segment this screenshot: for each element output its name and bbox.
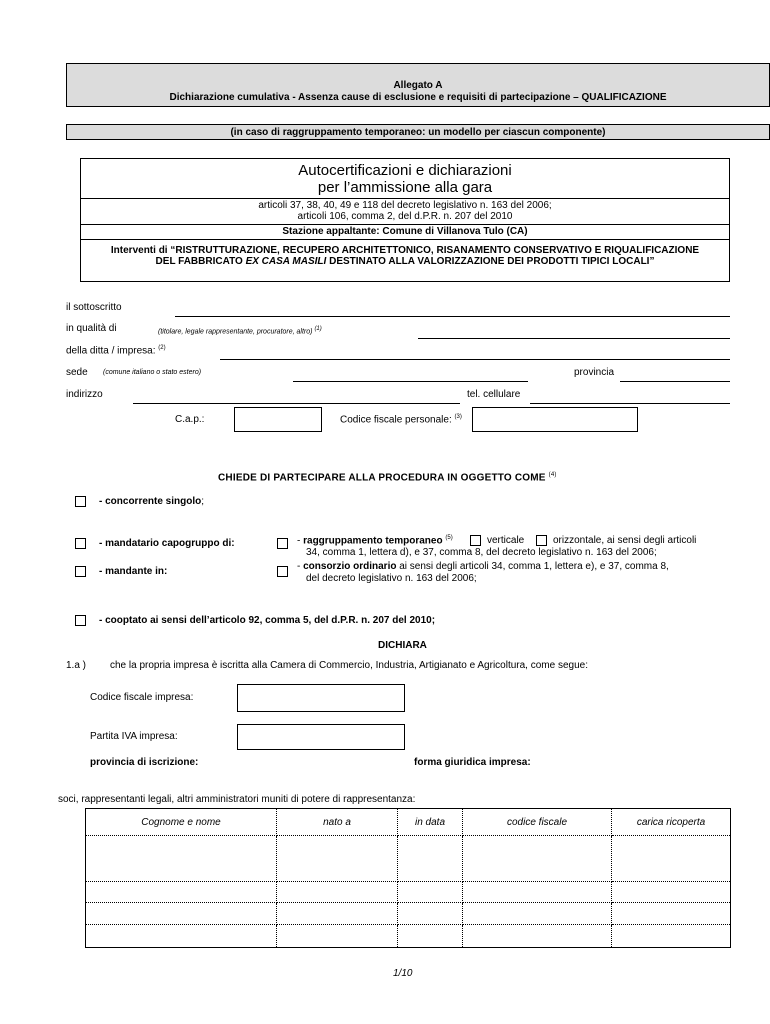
col-data: in data (398, 809, 463, 836)
header-box (66, 63, 770, 107)
label-verticale: verticale (487, 535, 525, 546)
label-singolo: - concorrente singolo; (99, 496, 205, 507)
sede-field[interactable] (293, 381, 528, 382)
checkbox-mandante[interactable] (75, 566, 86, 577)
table-row[interactable] (86, 836, 730, 882)
checkbox-consorzio[interactable] (277, 566, 288, 577)
label-forma-giuridica: forma giuridica impresa: (414, 757, 531, 768)
checkbox-mandatario[interactable] (75, 538, 86, 549)
col-cognome: Cognome e nome (86, 809, 277, 836)
indirizzo-field[interactable] (133, 403, 460, 404)
allegato-label: Allegato A (393, 80, 443, 91)
box-title-2: per l’ammissione alla gara (317, 179, 493, 196)
interventi-line-2: DEL FABBRICATO EX CASA MASILI DESTINATO ALLA VALORIZZAZIONE DEI PRODOTTI TIPICI LOCALI” (155, 256, 655, 267)
label-provincia: provincia (574, 367, 615, 378)
box-title-1: Autocertificazioni e dichiarazioni (298, 162, 512, 179)
autocert-box (80, 158, 730, 282)
ex-casa-masili: EX CASA MASILI (245, 256, 327, 267)
table-row[interactable] (86, 903, 730, 925)
label-indirizzo: indirizzo (66, 389, 103, 400)
label-mandante: - mandante in: (99, 566, 168, 577)
label-tel: tel. cellulare (467, 389, 521, 400)
label-sottoscritto: il sottoscritto (66, 302, 122, 313)
label-piva: Partita IVA impresa: (90, 731, 178, 742)
soci-intro: soci, rappresentanti legali, altri amministratori muniti di potere di rappresentanza: (58, 794, 416, 805)
label-cooptato: - cooptato ai sensi dell’articolo 92, comma 5, del d.P.R. n. 207 del 2010; (99, 615, 436, 626)
label-cf-personale: Codice fiscale personale: $^{(3)}$ (340, 414, 462, 426)
table-row[interactable] (86, 882, 730, 903)
stazione-appaltante: Stazione appaltante: Comune di Villanova Tulo (CA) (282, 226, 528, 237)
qualita-field[interactable] (418, 338, 730, 339)
label-cf-impresa: Codice fiscale impresa: (90, 692, 194, 703)
consorzio-line-2: del decreto legislativo n. 163 del 2006; (306, 573, 477, 584)
chiede-title: CHIEDE DI PARTECIPARE ALLA PROCEDURA IN OGGETTO COME $^{(4)}$ (218, 472, 557, 484)
cf-personale-field[interactable] (472, 407, 638, 432)
label-provincia-iscrizione: provincia di iscrizione: (90, 757, 199, 768)
table-row[interactable] (86, 925, 730, 947)
label-cap: C.a.p.: (175, 414, 205, 425)
item-text: che la propria impresa è iscritta alla Camera di Commercio, Industria, Artigianato e Agricoltura, come segue: (110, 660, 588, 671)
soci-table (86, 809, 730, 947)
raggruppamento-line-2: 34, comma 1, lettera d), e 37, comma 8, del decreto legislativo n. 163 del 2006; (306, 547, 657, 558)
label-sede: sede (66, 367, 88, 378)
law-line-1: articoli 37, 38, 40, 49 e 118 del decreto legislativo n. 163 del 2006; (258, 200, 552, 211)
checkbox-cooptato[interactable] (75, 615, 86, 626)
label-qualita: in qualità di (66, 323, 117, 334)
item-num: 1.a ) (66, 660, 87, 671)
law-line-2: articoli 106, comma 2, del d.P.R. n. 207 del 2010 (297, 211, 513, 222)
label-orizzontale: orizzontale, ai sensi degli articoli (553, 535, 697, 546)
sottoscritto-field[interactable] (175, 316, 730, 317)
ditta-field[interactable] (220, 359, 730, 360)
table-header-row (86, 809, 730, 836)
header-subtitle: Dichiarazione cumulativa - Assenza cause di esclusione e requisiti di partecipazione – QUALIFICAZIONE (169, 92, 667, 103)
checkbox-raggruppamento[interactable] (277, 538, 288, 549)
sede-hint: (comune italiano o stato estero) (103, 369, 202, 376)
raggruppamento-line-1: - raggruppamento temporaneo $^{(5)}$ (297, 535, 453, 547)
checkbox-verticale[interactable] (470, 535, 481, 546)
dichiara-title: DICHIARA (378, 640, 427, 651)
cf-impresa-field[interactable] (237, 684, 405, 712)
interventi-line-1: Interventi di “RISTRUTTURAZIONE, RECUPERO ARCHITETTONICO, RISANAMENTO CONSERVATIVO E RIQUALIFICAZIONE (110, 245, 700, 256)
page-number: 1/10 (393, 968, 413, 979)
label-ditta: della ditta / impresa: $^{(2)}$ (66, 345, 166, 357)
col-nato: nato a (277, 809, 398, 836)
cap-field[interactable] (234, 407, 322, 432)
label-mandatario: - mandatario capogruppo di: (99, 538, 235, 549)
note-text: (in caso di raggruppamento temporaneo: un modello per ciascun componente) (230, 127, 606, 138)
consorzio-line-1: - consorzio ordinario ai sensi degli articoli 34, comma 1, lettera e), e 37, comma 8, (297, 561, 669, 572)
provincia-field[interactable] (620, 381, 730, 382)
col-cf: codice fiscale (463, 809, 612, 836)
qualita-hint: (titolare, legale rappresentante, procuratore, altro) $^{(1)}$ (158, 326, 322, 336)
tel-field[interactable] (530, 403, 730, 404)
note-box (66, 124, 770, 140)
piva-field[interactable] (237, 724, 405, 750)
checkbox-orizzontale[interactable] (536, 535, 547, 546)
col-carica: carica ricoperta (612, 809, 731, 836)
checkbox-singolo[interactable] (75, 496, 86, 507)
